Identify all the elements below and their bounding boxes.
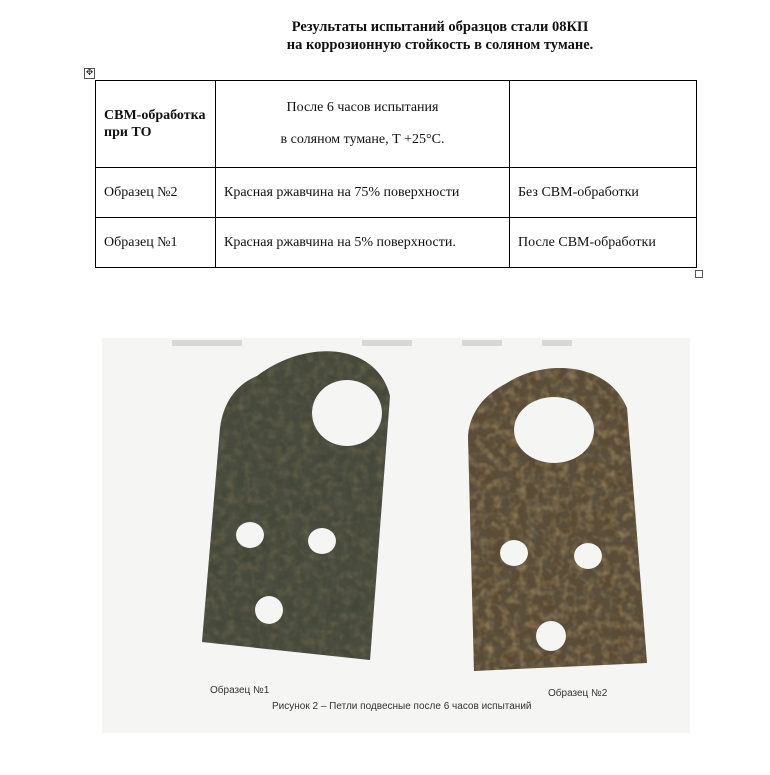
plate-sample-2 <box>468 368 647 671</box>
header-test-line-2: в соляном тумане, Т +25°С. <box>280 132 445 147</box>
table-header-row <box>96 81 697 168</box>
table-row <box>96 168 697 218</box>
table-row <box>96 218 697 268</box>
cell-sample: Образец №2 <box>96 168 216 218</box>
cell-treatment: Без СВМ-обработки <box>510 168 697 218</box>
title-line-1: Результаты испытаний образцов стали 08КП <box>291 19 589 35</box>
header-cell-empty <box>510 81 697 168</box>
header-test-line-1: После 6 часов испытания <box>286 100 439 115</box>
label-sample-1: Образец №1 <box>210 685 270 696</box>
cell-treatment: После СВМ-обработки <box>510 218 697 268</box>
cell-result: Красная ржавчина на 75% поверхности <box>216 168 510 218</box>
table-move-handle-icon[interactable]: ✥ <box>85 68 94 78</box>
plate-sample-1 <box>202 351 390 660</box>
figure-caption: Рисунок 2 – Петли подвесные после 6 часов испытаний <box>272 701 532 712</box>
cell-sample: Образец №1 <box>96 218 216 268</box>
cell-result: Красная ржавчина на 5% поверхности. <box>216 218 510 268</box>
header-cell-test <box>216 81 510 168</box>
document-title <box>190 18 690 54</box>
results-table <box>95 80 697 268</box>
title-line-2: на коррозионную стойкость в соляном тумане. <box>286 37 594 53</box>
label-sample-2: Образец №2 <box>548 688 608 699</box>
steel-plates-image <box>102 338 690 733</box>
figure-photo <box>102 338 690 733</box>
table-resize-handle[interactable] <box>695 270 703 278</box>
header-cell-treatment: СВМ-обработка при ТО <box>96 81 216 168</box>
